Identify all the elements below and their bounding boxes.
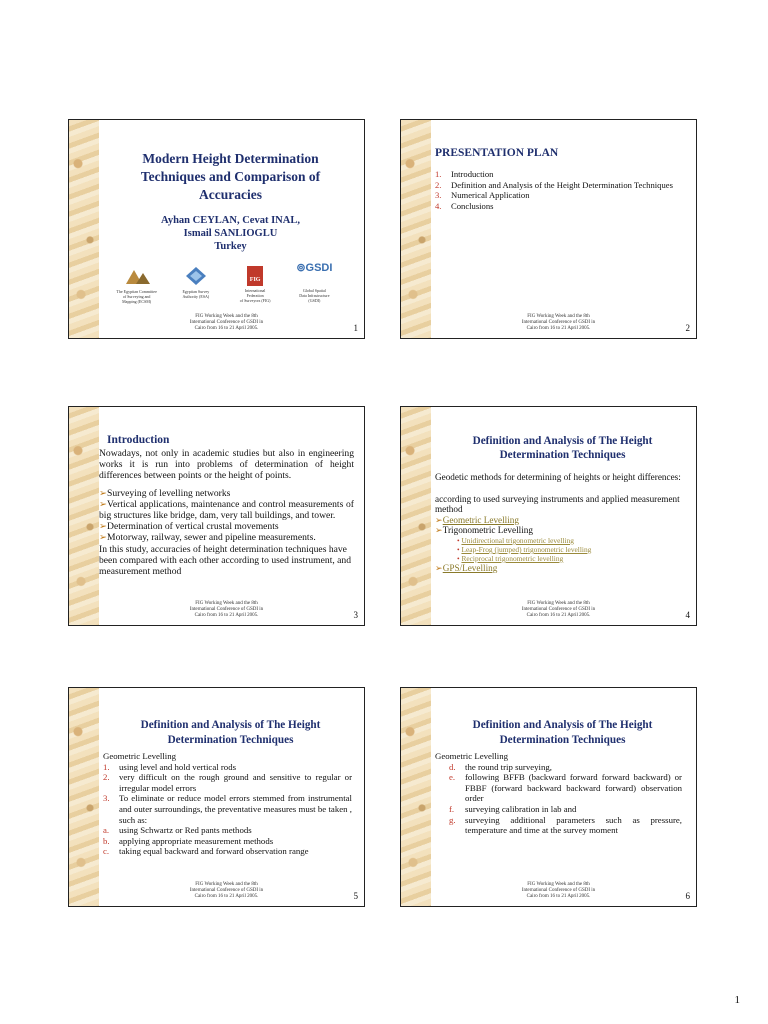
slide-6 [400, 687, 697, 907]
slide-number: 6 [685, 891, 690, 901]
slide-body: Geometric Levelling 1. using level and hold vertical rods 2. very difficult on the rough ground and sensitive to regular or irregular model errors 3. To eliminate or reduce model errors stemmed from instrumental and outer surroundings, the preventative measures must be taken , such as: a. using Schwartz or Red pants methods b. applying appropriate measurement methods c. taking equal backward and forward observation range [103, 751, 352, 857]
bullet-dot-icon: • [457, 535, 462, 545]
slide-number: 3 [353, 610, 358, 620]
arrow-bullet-icon: ➢ [99, 521, 108, 533]
slide-title: Modern Height Determination Techniques and Comparison of Accuracies [140, 151, 321, 202]
slide-footer: FIG Working Week and the 8th International Conference of GSDI in Cairo from 16 to 21 April 2005. [189, 314, 264, 331]
list-item: ➢Trigonometric Levelling [435, 525, 533, 536]
decorative-strip [69, 120, 99, 338]
intro-text [99, 448, 358, 577]
arrow-bullet-icon: ➢ [435, 525, 443, 536]
diamond-icon [185, 266, 207, 286]
arrow-bullet-icon: ➢ [99, 487, 108, 499]
slide-footer: FIG Working Week and the 8th International Conference of GSDI in Cairo from 16 to 21 April 2005. [521, 882, 596, 899]
list-item: a. using Schwartz or Red pants methods [103, 825, 252, 836]
list-item: 1. using level and hold vertical rods [103, 761, 237, 772]
list-item: ➢Determination of vertical crustal movements [99, 521, 279, 533]
slide-3 [68, 406, 365, 626]
list-item: 1. Introduction [435, 169, 494, 179]
list-item [435, 515, 686, 526]
list-item [457, 554, 686, 563]
link-geometric-levelling[interactable]: Geometric Levelling [442, 514, 519, 525]
decorative-strip [401, 407, 431, 625]
logo-ecsm: The Egyptian Committee of Surveying and Mapping (ECSM) [111, 266, 163, 306]
logo-fig: FIG International Federation of Surveyors (FIG) [229, 266, 281, 306]
slide-footer: FIG Working Week and the 8th International Conference of GSDI in Cairo from 16 to 21 April 2005. [189, 601, 264, 618]
slide-4 [400, 406, 697, 626]
link-unidirectional[interactable]: Unidirectional trigonometric levelling [461, 535, 574, 545]
list-item: ➢Motorway, railway, sewer and pipeline measurements. [99, 532, 316, 544]
arrow-bullet-icon: ➢ [435, 562, 443, 573]
slide-number: 2 [685, 323, 690, 333]
conclusion-paragraph: In this study, accuracies of height determination techniques have been compared with each other according to used instrument, and measurement method [99, 543, 352, 578]
list-item: 3. To eliminate or reduce model errors stemmed from instrumental and outer surroundings, the preventative measures must be taken , such as: [103, 793, 352, 825]
intro-paragraph: Nowadays, not only in academic studies but also in engineering works it is run into problems of determination of height differences between points or the height of points. [99, 448, 354, 482]
slide-body: Geodetic methods for determining of heights or height differences: according to used surveying instruments and applied measurement method ➢Geometric Levelling ➢Trigonometric Levelling • Unidirectional trigonometric levelling • Leap-Frog (jumped) trigonometric levelling • Reciprocal trigonometric levelling ➢GPS/Levelling [435, 472, 690, 574]
list-item: 2. very difficult on the rough ground and sensitive to regular or irregular model errors [103, 772, 352, 793]
link-gps-levelling[interactable]: GPS/Levelling [442, 562, 498, 573]
slide-5 [68, 687, 365, 907]
list-item: f. surveying calibration in lab and [449, 803, 577, 814]
logo-esa: Egyptian Survey Authority (ESA) [170, 266, 222, 306]
lettered-list [435, 762, 682, 836]
pyramid-icon [122, 266, 152, 286]
slide-number: 1 [353, 323, 358, 333]
slide-title: PRESENTATION PLAN [435, 147, 559, 159]
list-item: c. taking equal backward and forward observation range [103, 846, 309, 857]
sub-list [435, 536, 686, 563]
gsdi-icon: ⊚GSDI [296, 262, 333, 274]
authors: Ayhan CEYLAN, Cevat INAL, Ismail SANLIOGLU Turkey [161, 215, 300, 252]
slide-number: 5 [353, 891, 358, 901]
logo-row [107, 262, 344, 306]
list-item: ➢Vertical applications, maintenance and control measurements of big structures like bridge, dam, very tall buildings, and tower. [99, 498, 354, 522]
arrow-bullet-icon: ➢ [99, 498, 108, 510]
arrow-bullet-icon: ➢ [435, 514, 443, 525]
bullet-dot-icon: • [457, 544, 462, 554]
link-leap-frog[interactable]: Leap-Frog (jumped) trigonometric levelling [461, 544, 592, 554]
bullet-dot-icon: • [457, 553, 462, 563]
decorative-strip [401, 120, 431, 338]
list-item: 3. Numerical Application [435, 190, 530, 200]
slide-title: Definition and Analysis of The Height Determination Techniques [472, 435, 653, 461]
list-item: ➢Surveying of levelling networks [99, 487, 231, 499]
slide-2 [400, 119, 697, 339]
decorative-strip [69, 407, 99, 625]
page-number: 1 [734, 994, 740, 1006]
list-item [457, 536, 686, 545]
slide-1 [68, 119, 365, 339]
slide-footer: FIG Working Week and the 8th International Conference of GSDI in Cairo from 16 to 21 April 2005. [521, 601, 596, 618]
fig-icon: FIG [247, 266, 263, 286]
numbered-list [103, 762, 352, 857]
slide-number: 4 [685, 610, 690, 620]
list-item: b. applying appropriate measurement methods [103, 835, 274, 846]
list-item [435, 563, 686, 574]
slide-title: Definition and Analysis of The Height Determination Techniques [140, 719, 321, 746]
list-item: g. surveying additional parameters such as pressure, temperature and time at the survey moment [449, 814, 682, 836]
list-item: 2. Definition and Analysis of the Height Determination Techniques [435, 179, 673, 190]
list-item: d. the round trip surveying, [449, 761, 552, 772]
decorative-strip [69, 688, 99, 906]
list-item [457, 545, 686, 554]
logo-gsdi: ⊚GSDI Global Spatial Data Infrastructure (GSDI) [288, 266, 340, 306]
slide-footer: FIG Working Week and the 8th International Conference of GSDI in Cairo from 16 to 21 April 2005. [189, 882, 264, 899]
list-item: 4. Conclusions [435, 200, 494, 211]
list-item: e. following BFFB (backward forward forward backward) or FBBF (forward backward backward forward) observation order [449, 772, 682, 804]
slide-footer: FIG Working Week and the 8th International Conference of GSDI in Cairo from 16 to 21 April 2005. [521, 314, 596, 331]
slide-body: Geometric Levelling d. the round trip surveying, e. following BFFB (backward forward forward backward) or FBBF (forward backward backward forward) observation order f. surveying calibration in lab and g. surveying additional parameters such as pressure, temperature and time at the survey moment [435, 751, 682, 836]
plan-list [435, 169, 690, 211]
decorative-strip [401, 688, 431, 906]
link-reciprocal[interactable]: Reciprocal trigonometric levelling [461, 553, 564, 563]
slide-title: Introduction [107, 434, 170, 446]
arrow-bullet-icon: ➢ [99, 532, 108, 544]
slide-title: Definition and Analysis of The Height Determination Techniques [472, 719, 653, 746]
